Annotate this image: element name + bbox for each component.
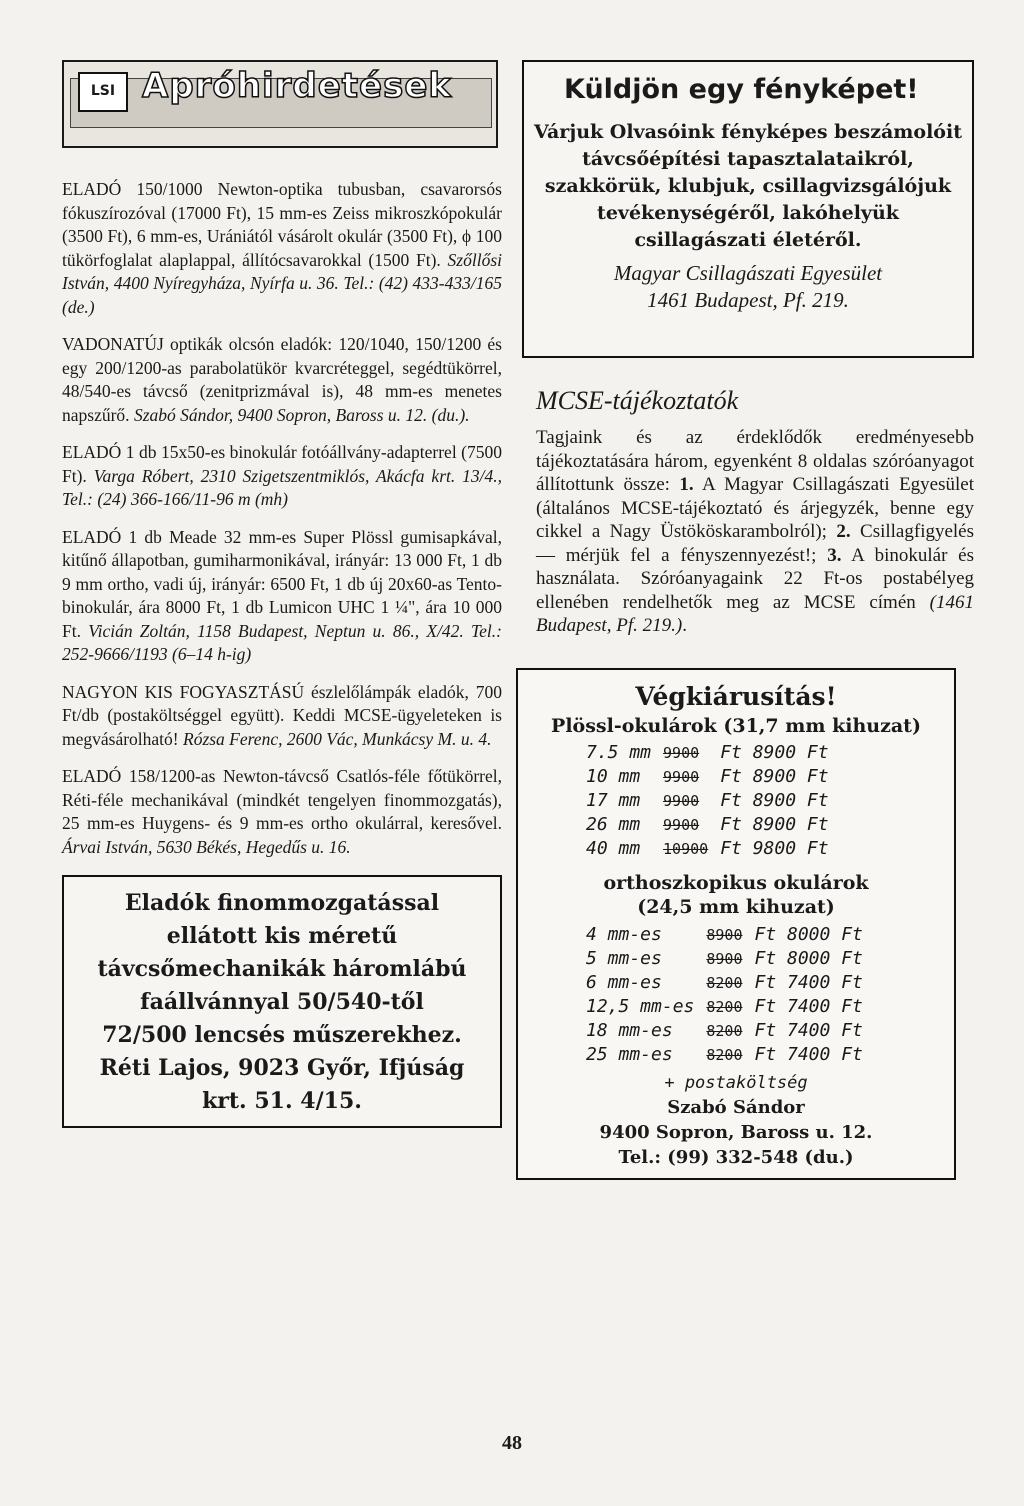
price-row [580,813,835,837]
old-price: 8200 [706,1045,743,1064]
ad-text: NAGYON KIS FOGYASZTÁSÚ észlelőlámpák eladók, 700 Ft/db (postaköltséggel együtt). Keddi MCSE-ügyeleteken is megvásárolható! [62,681,502,749]
old-price: 9900 [663,815,700,834]
seller-name: Szabó Sándor [667,1096,805,1118]
photo-call-body: Várjuk Olvasóink fényképes beszámolóit távcsőépítési tapasztalataikról, szakkörük, klubjuk, csillagvizsgálójuk tevékenységéről, lakóhelyük csillagászati életéről. [534,121,962,251]
old-price: 9900 [663,767,700,786]
mechanics-ad-line: ellátott kis méretű [166,923,398,949]
price-row [580,741,835,765]
ortho-heading-line: (24,5 mm kihuzat) [637,895,835,918]
plossl-heading: Plössl-okulárok (31,7 mm kihuzat) [551,714,921,737]
mcse-text: Csillagfigyelés — mérjük fel a fényszennyezést!; [536,521,975,566]
new-price: Ft 8900 Ft [720,742,829,763]
eyepiece-size: 12,5 mm-es [586,996,695,1017]
old-price: 10900 [663,839,709,858]
new-price: Ft 9800 Ft [720,838,829,859]
mcse-address: (1461 Budapest, Pf. 219.) [536,591,974,636]
ad-contact: Rózsa Ferenc, 2600 Vác, Munkácsy M. u. 4. [183,728,492,749]
ad-text: ELADÓ 1 db 15x50-es binokulár fotóállvány-adapterrel (7500 Ft). [62,442,502,486]
mechanics-ad-line: faállvánnyal 50/540-től [140,989,424,1015]
new-price: Ft 8000 Ft [754,948,863,969]
price-row [580,765,835,789]
photo-call-title: Küldjön egy fényképet! [564,74,919,105]
ad-text: VADONATÚJ optikák olcsón eladók: 120/1040, 150/1200 és egy 200/1200-as parabolatükör kvarcréteggel, segédtükörrel, 48/540-es távcső (zenitprizmával is), 48 mm-es menetes napszűrő. [62,334,502,425]
mcse-text: Tagjaink és az érdeklődők eredményesebb tájékoztatására három, egyenként 8 oldalas szóróanyagot állítottunk össze: [536,427,974,495]
eyepiece-size: 5 mm-es [586,948,662,969]
ad-contact: Varga Róbert, 2310 Szigetszentmiklós, Akácfa krt. 13/4., Tel.: (24) 366-166/11-96 m (mh) [62,465,502,509]
ad-item [62,441,502,512]
old-price: 8200 [706,997,743,1016]
new-price: Ft 7400 Ft [754,972,863,993]
mechanics-ad-line: Réti Lajos, 9023 Győr, Ifjúság [99,1055,465,1081]
ad-text: ELADÓ 150/1000 Newton-optika tubusban, csavarorsós fókuszírozóval (17000 Ft), 15 mm-es Zeiss mikroszkópokulár (3500 Ft), 6 mm-es, Urániától vásárolt okulár (3500 Ft), ϕ 100 tükörfoglalat alaplappal, állítócsavarokkal (1500 Ft). [62,179,502,270]
new-price: Ft 8000 Ft [754,924,863,945]
mechanics-ad-line: 72/500 lencsés műszerekhez. [102,1022,462,1048]
postage-note: + postaköltség [664,1072,808,1093]
old-price: 9900 [663,791,700,810]
photo-call-box [522,60,974,358]
price-row [580,995,869,1019]
mcse-number: 3. [827,544,842,566]
eyepiece-size: 18 mm-es [586,1020,673,1041]
new-price: Ft 7400 Ft [754,996,863,1017]
old-price: 9900 [663,743,700,762]
ortho-heading-line: orthoszkopikus okulárok [603,871,869,894]
ad-item [62,765,502,859]
mcse-body [522,426,974,638]
eyepiece-size: 6 mm-es [586,972,662,993]
new-price: Ft 8900 Ft [720,814,829,835]
mcse-number: 1. [679,474,694,495]
price-row [580,1043,869,1067]
section-title: Apróhirdetések [142,66,453,106]
ad-contact: Szőllősi István, 4400 Nyíregyháza, Nyírfa u. 36. Tel.: (42) 433-433/165 (de.) [62,249,502,317]
right-column [522,60,974,1180]
plossl-price-table [580,741,835,861]
new-price: Ft 8900 Ft [720,766,829,787]
ortho-price-table [580,923,869,1067]
ad-item [62,178,502,319]
ad-item [62,333,502,427]
eyepiece-size: 25 mm-es [586,1044,673,1065]
classifieds-column [62,60,502,1128]
ad-contact: Árvai István, 5630 Békés, Hegedűs u. 16. [62,836,351,857]
lsi-logo-icon: LSI [78,72,128,112]
photo-call-address: 1461 Budapest, Pf. 219. [647,288,849,312]
page-number: 48 [502,1432,522,1454]
price-row [580,1019,869,1043]
clearance-sale-box [516,668,956,1180]
mcse-text: A binokulár és használata. Szóróanyagaink 22 Ft-os postabélyeg ellenében rendelhetők meg az MCSE címén [536,544,974,613]
price-row [580,971,869,995]
old-price: 8900 [706,925,743,944]
ad-item [62,526,502,667]
eyepiece-size: 10 mm [586,766,641,787]
mcse-text: . [682,615,687,636]
mechanics-ad-line: krt. 51. 4/15. [202,1088,362,1114]
eyepiece-size: 17 mm [586,790,641,811]
new-price: Ft 7400 Ft [754,1020,863,1041]
old-price: 8200 [706,1021,743,1040]
new-price: Ft 7400 Ft [754,1044,863,1065]
eyepiece-size: 4 mm-es [586,924,662,945]
mcse-number: 2. [836,521,851,542]
ad-text: ELADÓ 1 db Meade 32 mm-es Super Plössl gumisapkával, kitűnő állapotban, gumiharmonikával, irányár: 13 000 Ft, 1 db 9 mm ortho, vadi új, irányár: 6500 Ft, 1 db új 20x60-as Tento-binokulár, ára 8000 Ft, 1 db Lumicon UHC 1 ¼", ára 10 000 Ft. [62,526,502,641]
mechanics-ad-line: távcsőmechanikák háromlábú [97,956,467,982]
price-row [580,923,869,947]
mcse-text: A Magyar Csillagászati Egyesület (általános MCSE-tájékoztató és árjegyzék, benne egy cikkel a Nagy Üstököskarambolról); [536,474,974,542]
ad-text: ELADÓ 158/1200-as Newton-távcső Csatlós-féle főtükörrel, Réti-féle mechanikával (mindkét tengelyen finommozgatás), 25 mm-es Huygens- és 9 mm-es ortho okulárral, keresővel. [62,766,502,833]
photo-call-org: Magyar Csillagászati Egyesület [613,261,883,285]
seller-address: 9400 Sopron, Baross u. 12. [599,1121,873,1143]
mechanics-ad-box [62,875,502,1128]
price-row [580,837,835,861]
ad-contact: Szabó Sándor, 9400 Sopron, Baross u. 12. (du.). [133,404,470,425]
eyepiece-size: 7.5 mm [586,742,652,763]
ads-list [62,148,502,859]
eyepiece-size: 26 mm [586,814,641,835]
sale-title: Végkiárusítás! [635,681,837,711]
eyepiece-size: 40 mm [586,838,641,859]
classifieds-header [62,60,498,148]
old-price: 8900 [706,949,743,968]
mcse-title: MCSE-tájékoztatók [536,386,739,415]
mechanics-ad-line: Eladók finommozgatással [124,890,440,916]
seller-phone: Tel.: (99) 332-548 (du.) [618,1146,854,1168]
new-price: Ft 8900 Ft [720,790,829,811]
ad-item [62,681,502,752]
old-price: 8200 [706,973,743,992]
ortho-heading [528,871,944,919]
price-row [580,947,869,971]
ad-contact: Vicián Zoltán, 1158 Budapest, Neptun u. 86., X/42. Tel.: 252-9666/1193 (6–14 h-ig) [62,620,502,664]
price-row [580,789,835,813]
